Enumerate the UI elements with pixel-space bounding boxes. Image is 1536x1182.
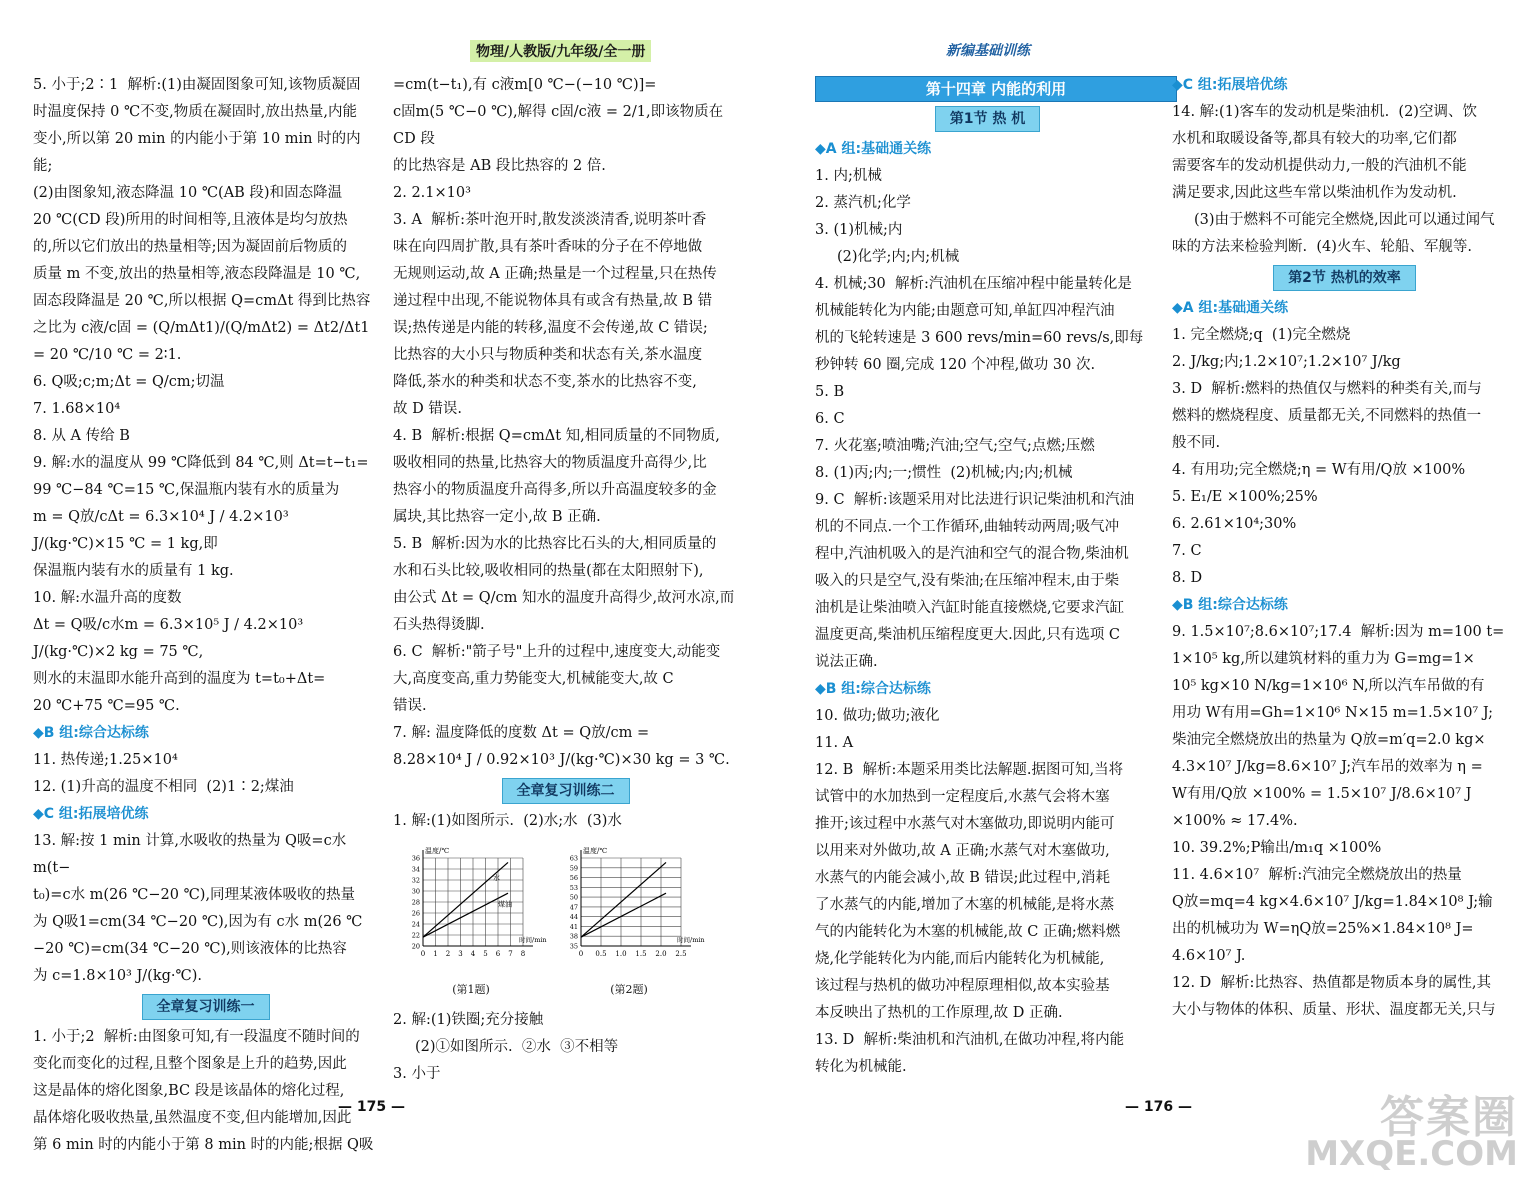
answer-line: 水和石头比较,吸收相同的热量(都在太阳照射下), [393,563,704,579]
answer-line: 3. D 解析:燃料的热值仅与燃料的种类有关,而与 [1172,381,1482,397]
answer-line: (3)由于燃料不可能完全燃烧,因此可以通过闻气 [1194,212,1495,228]
answer-line: 机的飞轮转速是 3 600 revs/min=60 revs/s,即每 [815,330,1144,346]
group-label: ◆A 组:基础通关练 [1172,300,1289,316]
figure-caption: (第2题) [610,983,648,996]
answer-line: 味在向四周扩散,具有茶叶香味的分子在不停地做 [393,239,703,255]
answer-line: 水蒸气的内能会减小,故 B 错误;此过程中,消耗 [815,870,1110,886]
answer-line: 8. 从 A 传给 B [33,428,130,444]
answer-line: 推开;该过程中水蒸气对木塞做功,即说明内能可 [815,816,1115,832]
answer-line: 质量 m 不变,放出的热量相等,液态段降温是 10 ℃, [33,266,361,282]
answer-line: 固态段降温是 20 ℃,所以根据 Q=cmΔt 得到比热容 [33,293,371,309]
answer-line: 气的内能转化为木塞的机械能,故 C 正确;燃料燃 [815,924,1121,940]
answer-line: 3. A 解析:茶叶泡开时,散发淡淡清香,说明茶叶香 [393,212,707,228]
section-heading: 第1节 热 机 [935,106,1041,132]
answer-line: 6. Q吸;c;m;Δt = Q/cm;切温 [33,374,225,390]
answer-line: 5. B [815,384,845,400]
answer-line: 烧,化学能转化为内能,而后内能转化为机械能, [815,951,1105,967]
y-tick-label: 36 [411,854,420,863]
answer-line: 晶体熔化吸收热量,虽然温度不变,但内能增加,因此 [33,1110,352,1126]
y-axis-label: 温度/℃ [583,847,608,855]
answer-line: 2. 蒸汽机;化学 [815,195,911,211]
left-column-2 [393,72,738,1088]
group-label: ◆A 组:基础通关练 [815,141,932,157]
y-tick-label: 34 [411,865,420,874]
answer-line: 14. 解:(1)客车的发动机是柴油机. (2)空调、饮 [1172,104,1477,120]
answer-line: 以用来对外做功,故 A 正确;水蒸气对木塞做功, [815,843,1110,859]
y-axis-label: 温度/℃ [425,847,450,855]
answer-line: 为 Q吸1=cm(34 ℃−20 ℃),因为有 c水 m(26 ℃ [33,914,363,930]
answer-line: 说法正确. [815,654,878,670]
x-tick-label: 8 [520,950,526,958]
answer-line: 7. 解: 温度降低的度数 Δt = Q放/cm = [393,725,650,741]
graph-canvas [401,841,547,966]
answer-line: 8. (1)丙;内;一;惯性 (2)机械;内;内;机械 [815,465,1073,481]
section-heading: 第2节 热机的效率 [1273,265,1416,291]
answer-line: 属块,其比热容一定小,故 B 正确. [393,509,601,525]
group-label: ◆B 组:综合达标练 [815,681,931,697]
answer-line: 变小,所以第 20 min 的内能小于第 10 min 时的内能; [33,131,361,174]
x-tick-label: 4 [470,950,476,958]
answer-line: 机的不同点.一个工作循环,曲轴转动两周;吸气冲 [815,519,1120,535]
series-label: 水 [493,874,500,882]
answer-line: −20 ℃)=cm(34 ℃−20 ℃),则该液体的比热容 [33,941,347,957]
answer-line: (2)由图象知,液态降温 10 ℃(AB 段)和固态降温 [33,185,343,201]
answer-line: 般不同. [1172,435,1221,451]
answer-line: 4.6×10⁷ J. [1172,948,1246,964]
answer-line: 味的方法来检验判断. (4)火车、轮船、军舰等. [1172,239,1472,255]
answer-line: 1. 解:(1)如图所示. (2)水;水 (3)水 [393,813,622,829]
chapter-heading: 第十四章 内能的利用 [815,76,1177,102]
y-tick-label: 59 [569,864,578,873]
answer-line: c固m(5 ℃−0 ℃),解得 c固/c液 = 2/1,即该物质在 CD 段 [393,104,728,147]
answer-line: 柴油完全燃烧放出的热量为 Q放=m′q=2.0 kg× [1172,732,1486,748]
y-tick-label: 22 [411,931,420,940]
answer-line: 这是晶体的熔化图象,BC 段是该晶体的熔化过程, [33,1083,345,1099]
answer-line: 2. 解:(1)铁圈;充分接触 [393,1012,544,1028]
answer-line: (2)化学;内;内;机械 [837,249,960,265]
graph-canvas [559,841,705,966]
section-heading: 全章复习训练二 [502,778,630,804]
answer-line: 为 c=1.8×10³ J/(kg·℃). [33,968,202,984]
page-number-left: — 175 — [338,1099,405,1115]
y-tick-label: 24 [411,920,420,929]
answer-line: 10. 39.2%;P输出/m₁q ×100% [1172,840,1382,856]
answer-line: 热容小的物质温度升高得多,所以升高温度较多的金 [393,482,717,498]
answer-line: 秒钟转 60 圈,完成 120 个冲程,做功 30 次. [815,357,1096,373]
y-tick-label: 35 [569,942,578,951]
answer-line: 误;热传递是内能的转移,温度不会传递,故 C 错误; [393,320,708,336]
answer-line: 2. J/kg;内;1.2×10⁷;1.2×10⁷ J/kg [1172,354,1401,370]
answer-line: 水机和取暖设备等,都具有较大的功率,它们都 [1172,131,1457,147]
answer-line: 比热容的大小只与物质种类和状态有关,茶水温度 [393,347,703,363]
x-tick-label: 1 [433,950,438,958]
answer-line: 6. 2.61×10⁴;30% [1172,516,1297,532]
answer-line: 13. 解:按 1 min 计算,水吸收的热量为 Q吸=c水 m(t− [33,833,351,876]
page-number-right: — 176 — [1125,1099,1192,1115]
group-label: ◆B 组:综合达标练 [33,725,149,741]
answer-line: 11. 4.6×10⁷ 解析:汽油完全燃烧放出的热量 [1172,867,1462,883]
x-axis-label: 时间/min [519,936,547,944]
section-heading: 全章复习训练一 [142,994,270,1020]
answer-line: 程中,汽油机吸入的是汽油和空气的混合物,柴油机 [815,546,1129,562]
graph-figure-1 [401,841,547,1003]
answer-line: 3. (1)机械;内 [815,222,903,238]
answer-line: 5. E₁/E ×100%;25% [1172,489,1318,505]
answer-line: 满足要求,因此这些车常以柴油机作为发动机. [1172,185,1457,201]
answer-line: 需要客车的发动机提供动力,一般的汽油机不能 [1172,158,1467,174]
x-tick-label: 5 [483,950,488,958]
answer-line: (2)①如图所示. ②水 ③不相等 [415,1039,619,1055]
figure-caption: (第1题) [452,983,490,996]
answer-line: 7. 1.68×10⁴ [33,401,121,417]
answer-line: 石头热得烫脚. [393,617,485,633]
answer-line: 4.3×10⁷ J/kg=8.6×10⁷ J;汽车吊的效率为 η = [1172,759,1483,775]
right-column-1 [815,72,1160,1081]
y-tick-label: 30 [411,887,420,896]
answer-line: 无规则运动,故 A 正确;热量是一个过程量,只在热传 [393,266,717,282]
answer-line: 8.28×10⁴ J / 0.92×10³ J/(kg·℃)×30 kg = 3 ℃. [393,752,730,768]
answer-line: 2. 2.1×10³ [393,185,471,201]
x-tick-label: 1.0 [615,950,627,958]
group-label: ◆C 组:拓展培优练 [33,806,149,822]
answer-line: 时温度保持 0 ℃不变,物质在凝固时,放出热量,内能 [33,104,357,120]
watermark-line-2: MXQE.COM [1305,1134,1518,1174]
answer-line: 12. B 解析:本题采用类比法解题.据图可知,当将 [815,762,1124,778]
answer-line: 出的机械功为 W=ηQ放=25%×1.84×10⁸ J= [1172,921,1474,937]
figure-row [401,841,738,1003]
answer-line: 吸入的只是空气,没有柴油;在压缩冲程末,由于柴 [815,573,1120,589]
answer-line: 9. 解:水的温度从 99 ℃降低到 84 ℃,则 Δt=t−t₁= [33,455,369,471]
answer-line: 12. (1)升高的温度不相同 (2)1∶2;煤油 [33,779,294,795]
y-tick-label: 20 [411,942,420,951]
answer-line: 转化为机械能. [815,1059,907,1075]
answer-line: 1. 小于;2 解析:由图象可知,有一段温度不随时间的 [33,1029,360,1045]
answer-line: 本反映出了热机的工作原理,故 D 正确. [815,1005,1063,1021]
answer-line: 5. 小于;2∶1 解析:(1)由凝固图象可知,该物质凝固 [33,77,361,93]
running-header [470,40,1030,62]
answer-line: Q放=mq=4 kg×4.6×10⁷ J/kg=1.84×10⁸ J;输 [1172,894,1493,910]
answer-line: 该过程与热机的做功冲程原理相似,故本实验基 [815,978,1110,994]
x-tick-label: 0 [420,950,426,958]
y-tick-label: 63 [569,854,578,863]
answer-line: 10⁵ kg×10 N/kg=1×10⁶ N,所以汽车吊做的有 [1172,678,1485,694]
x-tick-label: 0 [578,950,584,958]
answer-line: 之比为 c液/c固 = (Q/mΔt1)/(Q/mΔt2) = Δt2/Δt1 = 20 ℃/10 ℃ = 2∶1. [33,320,375,363]
y-tick-label: 50 [569,893,578,902]
answer-line: 油机是让柴油喷入汽缸时能直接燃烧,它要求汽缸 [815,600,1125,616]
answer-line: 10. 解:水温升高的度数 [33,590,182,606]
y-tick-label: 26 [411,909,420,918]
watermark-logo [1305,1092,1518,1174]
x-tick-label: 2 [445,950,451,958]
answer-line: t₀)=c水 m(26 ℃−20 ℃),同理某液体吸收的热量 [33,887,356,903]
x-tick-label: 2.0 [655,950,667,958]
answer-line: 大,高度变高,重力势能变大,机械能变大,故 C [393,671,674,687]
answer-line: 降低,茶水的种类和状态不变,茶水的比热容不变, [393,374,697,390]
answer-line: 试管中的水加热到一定程度后,水蒸气会将木塞 [815,789,1110,805]
answer-line: 的比热容是 AB 段比热容的 2 倍. [393,158,606,174]
answer-line: 第 6 min 时的内能小于第 8 min 时的内能;根据 Q吸 [33,1137,374,1153]
group-label: ◆B 组:综合达标练 [1172,597,1288,613]
answer-line: 递过程中出现,不能说物体具有或含有热量,故 B 错 [393,293,713,309]
group-label: ◆C 组:拓展培优练 [1172,77,1288,93]
answer-line: 5. B 解析:因为水的比热容比石头的大,相同质量的 [393,536,717,552]
answer-line: 机械能转化为内能;由题意可知,单缸四冲程汽油 [815,303,1115,319]
answer-line: 11. A [815,735,854,751]
answer-line: 20 ℃(CD 段)所用的时间相等,且液体是均匀放热 [33,212,348,228]
answer-line: 由公式 Δt = Q/cm 知水的温度升高得少,故河水凉,而 [393,590,735,606]
answer-line: 4. B 解析:根据 Q=cmΔt 知,相同质量的不同物质, [393,428,720,444]
answer-line: 3. 小于 [393,1066,441,1082]
answer-line: 6. C [815,411,845,427]
y-tick-label: 44 [569,913,578,922]
answer-line: 1×10⁵ kg,所以建筑材料的重力为 G=mg=1× [1172,651,1475,667]
answer-line: Δt = Q吸/c水m = 6.3×10⁵ J / 4.2×10³ J/(kg·℃)×2 kg = 75 ℃, [33,617,308,660]
answer-line: 9. C 解析:该题采用对比法进行识记柴油机和汽油 [815,492,1135,508]
answer-line: 故 D 错误. [393,401,462,417]
answer-line: =cm(t−t₁),有 c液m[0 ℃−(−10 ℃)]= [393,77,657,93]
answer-line: 保温瓶内装有水的质量有 1 kg. [33,563,234,579]
x-tick-label: 0.5 [595,950,607,958]
x-tick-label: 3 [458,950,463,958]
answer-line: 7. C [1172,543,1202,559]
x-tick-label: 1.5 [635,950,647,958]
answer-line: 20 ℃+75 ℃=95 ℃. [33,698,180,714]
answer-line: 错误. [393,698,427,714]
right-column-2 [1172,72,1517,1024]
answer-line: 温度更高,柴油机压缩程度更大.因此,只有选项 C [815,627,1121,643]
answer-line: 1. 完全燃烧;q (1)完全燃烧 [1172,327,1351,343]
y-tick-label: 53 [569,883,578,892]
brand-logo: 新编基础训练 [946,43,1030,59]
answer-line: 6. C 解析:"箭子号"上升的过程中,速度变大,动能变 [393,644,721,660]
answer-line: 12. D 解析:比热容、热值都是物质本身的属性,其 [1172,975,1492,991]
left-column-1 [33,72,378,1159]
x-axis-label: 时间/min [677,936,705,944]
answer-line: 99 ℃−84 ℃=15 ℃,保温瓶内装有水的质量为 [33,482,340,498]
answer-line: 用功 W有用=Gh=1×10⁶ N×15 m=1.5×10⁷ J; [1172,705,1493,721]
x-tick-label: 7 [508,950,513,958]
answer-line: 4. 机械;30 解析:汽油机在压缩冲程中能量转化是 [815,276,1132,292]
answer-line: 1. 内;机械 [815,168,882,184]
answer-line: 11. 热传递;1.25×10⁴ [33,752,178,768]
answer-line: 9. 1.5×10⁷;8.6×10⁷;17.4 解析:因为 m=100 t= [1172,624,1505,640]
answer-line: 4. 有用功;完全燃烧;η = W有用/Q放 ×100% [1172,462,1466,478]
answer-line: m = Q放/cΔt = 6.3×10⁴ J / 4.2×10³ J/(kg·℃)×15 ℃ = 1 kg,即 [33,509,294,552]
x-tick-label: 6 [495,950,501,958]
y-tick-label: 38 [569,932,578,941]
answer-line: 7. 火花塞;喷油嘴;汽油;空气;空气;点燃;压燃 [815,438,1095,454]
answer-line: 则水的末温即水能升高到的温度为 t=t₀+Δt= [33,671,326,687]
x-tick-label: 2.5 [675,950,687,958]
graph-figure-2 [559,841,705,1003]
answer-line: 13. D 解析:柴油机和汽油机,在做功冲程,将内能 [815,1032,1125,1048]
y-tick-label: 41 [569,922,578,931]
answer-line: 吸收相同的热量,比热容大的物质温度升高得少,比 [393,455,707,471]
y-tick-label: 28 [411,898,420,907]
watermark-line-1: 答案圈 [1380,1092,1518,1143]
answer-line: W有用/Q放 ×100% = 1.5×10⁷ J/8.6×10⁷ J ×100% ≈ 17.4%. [1172,786,1477,829]
series-label: 煤油 [498,900,512,909]
y-tick-label: 47 [569,903,578,912]
answer-line: 大小与物体的体积、质量、形状、温度都无关,只与 [1172,1002,1496,1018]
answer-line: 了水蒸气的内能,增加了木塞的机械能,是将水蒸 [815,897,1115,913]
book-series-title: 物理/人教版/九年级/全一册 [470,40,651,62]
y-tick-label: 56 [569,874,578,883]
answer-line: 8. D [1172,570,1203,586]
answer-line: 燃料的燃烧程度、质量都无关,不同燃料的热值一 [1172,408,1482,424]
answer-line: 的,所以它们放出的热量相等;因为凝固前后物质的 [33,239,347,255]
answer-line: 10. 做功;做功;液化 [815,708,940,724]
y-tick-label: 32 [411,876,420,885]
answer-line: 变化而变化的过程,且整个图象是上升的趋势,因此 [33,1056,347,1072]
